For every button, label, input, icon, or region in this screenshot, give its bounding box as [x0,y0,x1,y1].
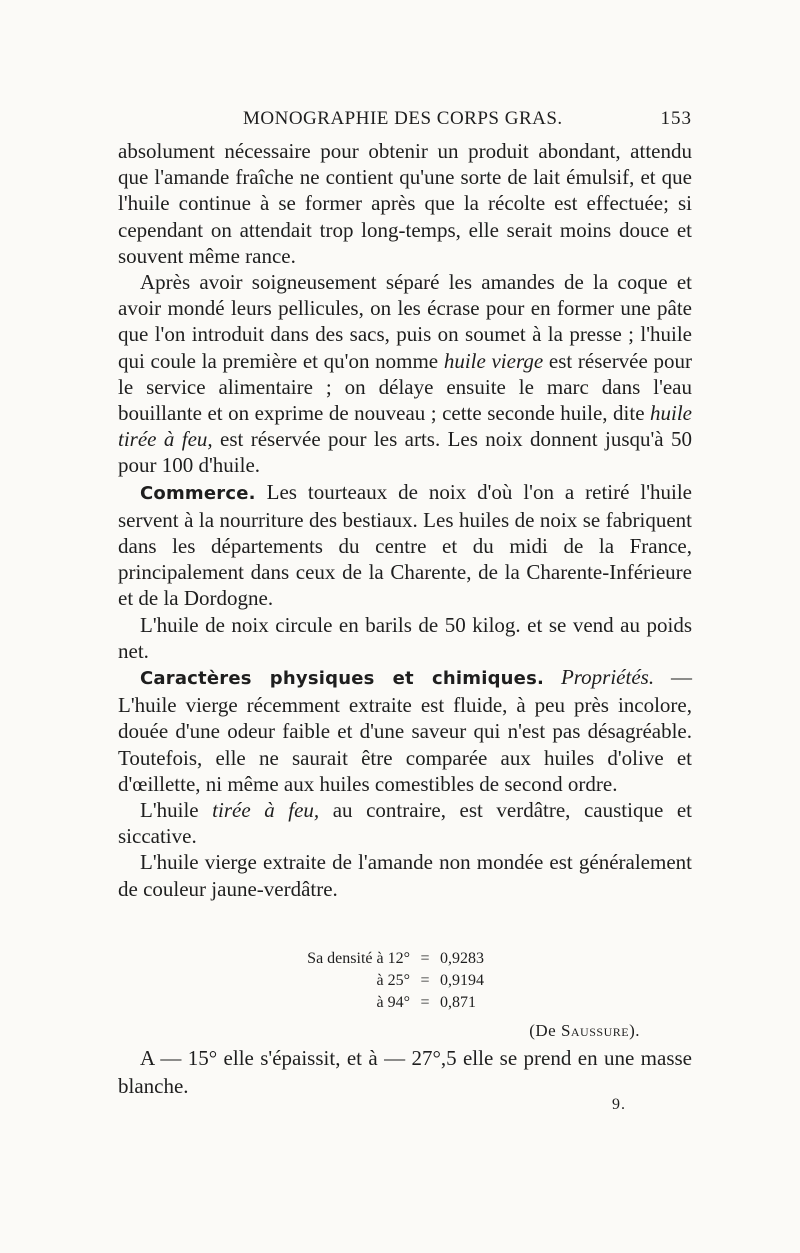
paragraph-7: L'huile vierge extraite de l'amande non mondée est généralement de couleur jaune-verdâtre. [118,850,692,901]
page-header [118,108,692,138]
paragraph-1: absolument nécessaire pour obtenir un produit abondant, attendu que l'amande fraîche ne contient qu'une sorte de lait émulsif, et que l'huile continue à se former après que la récolte est effectuée; si cependant on attendait trop long-temps, elle serait moins douce et souvent même rance. [118,139,692,268]
density-row: à 94° = 0,871 [376,994,476,1011]
term-huile-vierge: huile vierge [443,348,544,373]
paragraph-4: L'huile de noix circule en barils de 50 kilog. et se vend au poids net. [118,612,692,663]
paragraph-2: Après avoir soigneusement séparé les amandes de la coque et avoir mondé leurs pellicules, on les écrase pour en former une pâte que l'on introduit dans des sacs, puis on soumet à la presse ; l'huile qui coule la première et qu'on nomme huile vierge est réservée pour le service alimentaire ; on délaye ensuite le marc dans l'eau bouillante et on exprime de nouveau ; cette seconde huile, dite huile tirée à feu, est réservée pour les arts. Les noix donnent jusqu'à 50 pour 100 d'huile. [118,270,693,478]
density-source: (De Saussure). [529,1021,640,1040]
paragraph-commerce: Commerce. Les tourteaux de noix d'où l'on a retiré l'huile servent à la nourriture des bestiaux. Les huiles de noix se fabriquent dans les départements du centre et du midi de la France, principalement dans ceux de la Charente, de la Charente-Inférieure et de la Dordogne. [118,479,692,611]
final-paragraph: A — 15° elle s'épaissit, et à — 27°,5 elle se prend en une masse blanche. [118,1046,692,1098]
density-row: à 25° = 0,9194 [376,972,484,989]
signature-mark: 9. [612,1096,626,1113]
running-title: MONOGRAPHIE DES CORPS GRAS. [243,108,563,129]
term-huile-tiree-a-feu: huile tirée à feu, [118,401,692,452]
body-text [118,138,692,902]
section-heading-caracteres: Caractères physiques et chimiques. [140,668,545,690]
subheading-proprietes: Propriétés. [560,665,655,690]
paragraph-caracteres: Caractères physiques et chimiques. Propriétés. — L'huile vierge récemment extraite est fluide, à peu près incolore, douée d'une odeur faible et d'une saveur qui n'est pas désagréable. Toutefois, elle ne saurait être comparée aux huiles d'olive et d'œillette, ni même aux huiles comestibles de second ordre. [118,665,693,796]
paragraph-6: L'huile tirée à feu, au contraire, est verdâtre, caustique et siccative. [118,798,692,849]
density-row: Sa densité à 12° = 0,9283 [307,950,484,967]
final-text [118,1044,692,1100]
page-number: 153 [660,108,692,129]
section-heading-commerce: Commerce. [140,482,256,504]
term-tiree-a-feu: tirée à feu, [212,798,320,823]
density-table [300,948,660,1042]
